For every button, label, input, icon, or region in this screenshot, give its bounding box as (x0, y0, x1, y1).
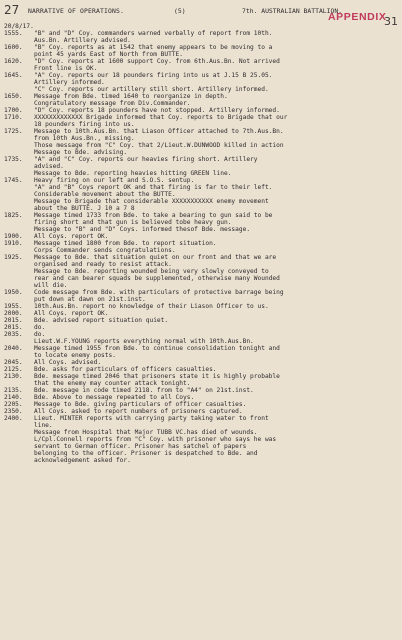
log-text: Lieut.W.F.YOUNG reports everything normal with 10th.Aus.Bn. (34, 338, 254, 345)
log-line (4, 128, 399, 135)
log-line (4, 191, 399, 198)
log-line (4, 240, 399, 247)
log-time: 2130. (4, 373, 23, 380)
log-text: "A" Coy. reports our 18 pounders firing into us at J.15 B 25.05. (34, 72, 273, 79)
log-line (4, 23, 399, 30)
log-line (4, 58, 399, 65)
log-line (4, 37, 399, 44)
log-time: 20/8/17. (4, 23, 34, 30)
log-text: Bde. advised report situation quiet. (34, 317, 169, 324)
header-page-number: (5) (174, 7, 186, 15)
log-text: "D" Coy. reports at 1600 support Coy. from 6th.Aus.Bn. Not arrived (34, 58, 280, 65)
log-text: Message to Bde. advising. (34, 149, 128, 156)
log-line (4, 142, 399, 149)
log-line (4, 429, 399, 436)
log-time: 1620. (4, 58, 23, 65)
log-line (4, 79, 399, 86)
log-line (4, 212, 399, 219)
log-time: 1900. (4, 233, 23, 240)
log-text: All Coys. report OK. (34, 233, 109, 240)
log-line (4, 415, 399, 422)
log-text: Message to Bde. reporting heavies hitting GREEN line. (34, 170, 232, 177)
log-line (4, 135, 399, 142)
log-line (4, 254, 399, 261)
log-line (4, 163, 399, 170)
log-text: All Coys. report OK. (34, 310, 109, 317)
document-title: NARRATIVE OF OPERATIONS. (28, 7, 124, 15)
log-line (4, 51, 399, 58)
log-text: "B" and "D" Coy. commanders warned verbally of report from 10th. (34, 30, 273, 37)
log-time: 1725. (4, 128, 23, 135)
log-line (4, 366, 399, 373)
log-line (4, 170, 399, 177)
log-line (4, 44, 399, 51)
log-text: Lieut. MINTER reports with carrying party taking water to front (34, 415, 269, 422)
log-time: 1925. (4, 254, 23, 261)
log-time: 1650. (4, 93, 23, 100)
log-text: Bde. message in code timed 2118. from to "A4" on 21st.inst. (34, 387, 254, 394)
log-line (4, 310, 399, 317)
log-time: 2140. (4, 394, 23, 401)
log-text: that the enemy may counter attack tonight. (34, 380, 191, 387)
log-text: Artillery informed. (34, 79, 105, 86)
log-text: Bde. message timed 2046 that prisoners state it is highly probable (34, 373, 280, 380)
log-text: do. (34, 324, 46, 331)
log-line (4, 408, 399, 415)
log-text: Bde. asks for particulars of officers casualties. (34, 366, 217, 373)
log-text: "B" Coy. reports as at 1542 that enemy appears to be moving to a (34, 44, 273, 51)
log-text: from 10th Aus.Bn., missing. (34, 135, 135, 142)
log-line (4, 359, 399, 366)
log-line (4, 233, 399, 240)
log-text: Aus.Bn. Artillery advised. (34, 37, 131, 44)
log-line (4, 65, 399, 72)
log-text: Code message from Bde. with particulars of protective barrage being (34, 289, 284, 296)
log-text: Message from Bde. timed 1640 to reorganize in depth. (34, 93, 228, 100)
log-text: All Coys. advised. (34, 359, 102, 366)
log-line (4, 86, 399, 93)
log-text: Message to Bde. giving particulars of officer casualties. (34, 401, 247, 408)
header-unit: 7th. AUSTRALIAN BATTALION. (242, 7, 343, 15)
log-text: acknowledgement asked for. (34, 457, 131, 464)
log-text: 18 pounders firing into us. (34, 121, 135, 128)
log-text: advised. (34, 163, 64, 170)
log-text: "C" Coy. reports our artillery still short. Artillery informed. (34, 86, 269, 93)
log-line (4, 422, 399, 429)
log-text: line. (34, 422, 53, 429)
log-line (4, 317, 399, 324)
log-time: 2135. (4, 387, 23, 394)
log-line (4, 226, 399, 233)
log-line (4, 394, 399, 401)
log-line (4, 198, 399, 205)
log-time: 2015. (4, 324, 23, 331)
log-line (4, 177, 399, 184)
log-text: about the BUTTE. J 10 a 7 8 (34, 205, 135, 212)
log-line (4, 303, 399, 310)
log-line (4, 345, 399, 352)
log-line (4, 114, 399, 121)
log-line (4, 436, 399, 443)
log-time: 1555. (4, 30, 23, 37)
log-line (4, 268, 399, 275)
log-line (4, 121, 399, 128)
log-text: Message to Bde. that situation quiet on our front and that we are (34, 254, 277, 261)
log-text: "A" and "C" Coy. reports our heavies firing short. Artillery (34, 156, 258, 163)
log-time: 2400. (4, 415, 23, 422)
operations-log (4, 23, 399, 464)
log-line (4, 387, 399, 394)
log-text: Message timed 1733 from Bde. to take a bearing to gun said to be (34, 212, 273, 219)
log-time: 2015. (4, 317, 23, 324)
log-line (4, 219, 399, 226)
log-line (4, 380, 399, 387)
log-text: Message timed 1955 from Bde. to continue consolidation tonight and (34, 345, 280, 352)
log-text: organised and ready to resist attack. (34, 261, 172, 268)
log-text: belonging to the officer. Prisoner is despatched to Bde. and (34, 450, 258, 457)
log-line (4, 457, 399, 464)
log-text: servant to German officer. Prisoner has satchel of papers (34, 443, 247, 450)
log-line (4, 401, 399, 408)
log-line (4, 443, 399, 450)
log-time: 1825. (4, 212, 23, 219)
log-line (4, 338, 399, 345)
log-line (4, 149, 399, 156)
log-line (4, 30, 399, 37)
log-text: firing short and that gun is believed tobe heavy gun. (34, 219, 232, 226)
log-text: Corps Commander sends congratulations. (34, 247, 176, 254)
log-time: 2000. (4, 310, 23, 317)
log-text: Message to Bde. reporting wounded being very slowly conveyed to (34, 268, 269, 275)
log-text: "D" Coy. reports 18 pounders have not stopped. Artillery informed. (34, 107, 280, 114)
log-time: 1645. (4, 72, 23, 79)
log-time: 1710. (4, 114, 23, 121)
log-time: 1745. (4, 177, 23, 184)
log-line (4, 275, 399, 282)
log-line (4, 156, 399, 163)
log-line (4, 331, 399, 338)
page-mark: 27 (4, 3, 20, 17)
log-time: 1950. (4, 289, 23, 296)
log-line (4, 324, 399, 331)
log-text: put down at dawn on 21st.inst. (34, 296, 146, 303)
log-line (4, 93, 399, 100)
appendix-number: 31 (384, 15, 398, 28)
log-line (4, 296, 399, 303)
appendix-stamp: APPENDIX (328, 11, 387, 23)
log-time: 2035. (4, 331, 23, 338)
log-time: 2040. (4, 345, 23, 352)
log-text: Message to 10th.Aus.Bn. that Liason Officer attached to 7th.Aus.Bn. (34, 128, 284, 135)
log-text: XXXXXXXXXXXXX Brigade informed that Coy. reports to Brigade that our (34, 114, 288, 121)
log-line (4, 261, 399, 268)
log-line (4, 352, 399, 359)
log-line (4, 205, 399, 212)
log-text: All Coys. asked to report numbers of prisoners captured. (34, 408, 243, 415)
log-text: Message to Brigade that considerable XXXXXXXXXXX enemy movement (34, 198, 269, 205)
log-text: 10th.Aus.Bn. report no knowledge of their Liason Officer to us. (34, 303, 269, 310)
log-text: do. (34, 331, 46, 338)
log-text: rear and can bearer squads be supplemented, otherwise many Wounded (34, 275, 280, 282)
log-line (4, 289, 399, 296)
log-line (4, 373, 399, 380)
log-text: Front line is OK. (34, 65, 98, 72)
log-time: 2350. (4, 408, 23, 415)
log-text: Message timed 1800 from Bde. to report situation. (34, 240, 217, 247)
log-time: 1735. (4, 156, 23, 163)
log-time: 1910. (4, 240, 23, 247)
log-line (4, 184, 399, 191)
log-text: will die. (34, 282, 68, 289)
log-time: 1955. (4, 303, 23, 310)
log-time: 2125. (4, 366, 23, 373)
log-text: Considerable movement about the BUTTE. (34, 191, 176, 198)
log-text: to locate enemy posts. (34, 352, 116, 359)
log-text: Bde. Above to message repeated to all Coys. (34, 394, 195, 401)
log-line (4, 247, 399, 254)
log-text: Message from Hospital that Major TUBB VC.has died of wounds. (34, 429, 258, 436)
log-time: 1700. (4, 107, 23, 114)
log-line (4, 450, 399, 457)
log-text: L/Cpl.Connell reports from "C" Coy. with prisoner who says he was (34, 436, 277, 443)
log-line (4, 100, 399, 107)
log-line (4, 282, 399, 289)
log-time: 2045. (4, 359, 23, 366)
log-line (4, 72, 399, 79)
log-text: point 45 yards East of North from BUTTE. (34, 51, 184, 58)
log-text: "A" and "B" Coys report OK and that firing is far to their left. (34, 184, 273, 191)
log-text: Heavy firing on our left and S.O.S. sentup. (34, 177, 195, 184)
log-text: Those message from "C" Coy. that 2/Lieut.W.DUNWOOD killed in action (34, 142, 284, 149)
log-time: 1600. (4, 44, 23, 51)
log-time: 2205. (4, 401, 23, 408)
log-text: Message to "B" and "D" Coys. informed thesof Bde. message. (34, 226, 251, 233)
log-line (4, 107, 399, 114)
log-text: Congratulatory message from Div.Commander. (34, 100, 191, 107)
